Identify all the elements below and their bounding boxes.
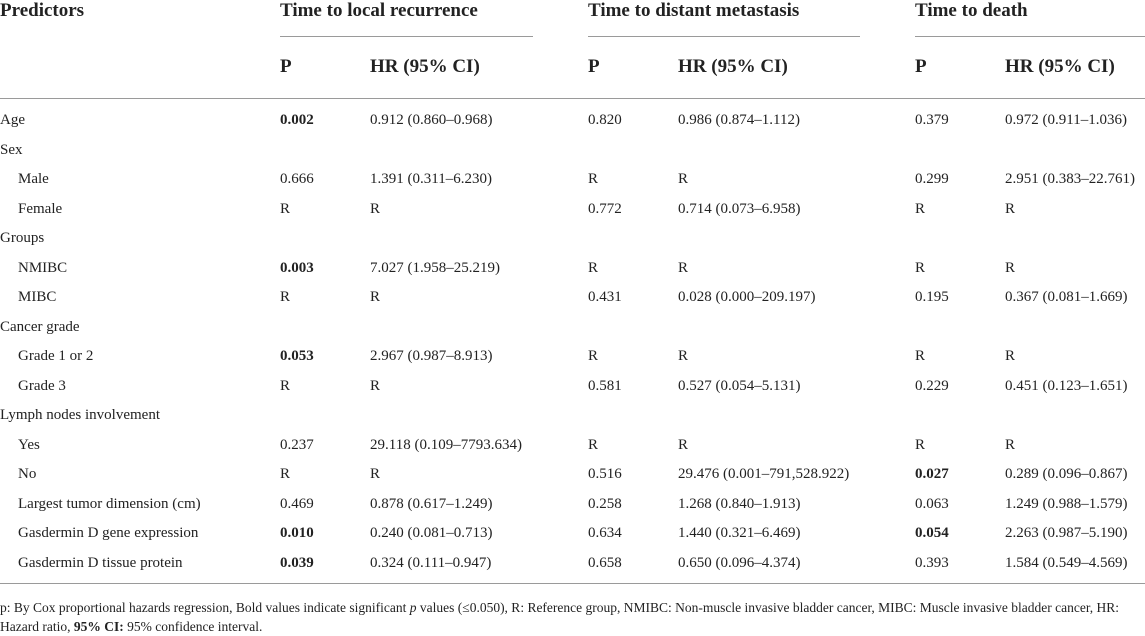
distant-p-value: R <box>588 259 599 276</box>
group-rule-distant <box>588 36 860 37</box>
local-p-value: R <box>280 289 291 305</box>
local-hr-value: R <box>370 466 381 482</box>
death-hr-value: R <box>1005 436 1016 453</box>
distant-p-value: R <box>588 436 599 453</box>
local-hr-value: 1.391 (0.311–6.230) <box>370 171 492 187</box>
header-predictors: Predictors <box>0 0 85 21</box>
footnote-part3: 95% confidence interval. <box>123 619 263 634</box>
death-p-value: R <box>915 436 926 453</box>
death-hr-value: 0.972 (0.911–1.036) <box>1005 112 1127 128</box>
death-hr-value: R <box>1005 200 1016 217</box>
footnote-ci-bold: 95% CI: <box>73 619 124 634</box>
footnote-p-italic: p <box>409 600 417 615</box>
row-label: No <box>18 466 37 482</box>
local-hr-value: 0.324 (0.111–0.947) <box>370 554 492 571</box>
local-p-value: R <box>280 377 291 394</box>
header-distant-hr: HR (95% CI) <box>678 56 788 77</box>
local-hr-value: 0.912 (0.860–0.968) <box>370 112 493 128</box>
death-hr-value: 1.249 (0.988–1.579) <box>1005 495 1128 512</box>
distant-hr-value: 1.440 (0.321–6.469) <box>678 525 801 541</box>
distant-hr-value: 0.650 (0.096–4.374) <box>678 554 801 571</box>
death-hr-value: 1.584 (0.549–4.569) <box>1005 554 1128 571</box>
local-hr-value: 2.967 (0.987–8.913) <box>370 348 493 364</box>
local-p-value: 0.003 <box>280 259 314 276</box>
local-hr-value: 0.878 (0.617–1.249) <box>370 495 493 512</box>
distant-p-value: 0.658 <box>588 554 622 571</box>
distant-p-value: 0.516 <box>588 466 622 482</box>
local-p-value: 0.002 <box>280 112 314 128</box>
distant-p-value: R <box>588 171 599 187</box>
distant-hr-value: R <box>678 259 689 276</box>
row-label: Groups <box>0 230 45 246</box>
death-p-value: R <box>915 200 926 217</box>
header-death-p: P <box>915 56 927 77</box>
footnote-part2: values (≤0.050), R: Reference group, NMIBC: Non-muscle invasive bladder cancer, MIBC: Muscle invasive bladder cancer, HR: Hazard ratio, <box>0 600 1120 634</box>
distant-p-value: 0.431 <box>588 289 622 305</box>
local-hr-value: 29.118 (0.109–7793.634) <box>370 436 522 453</box>
row-label: Gasdermin D tissue protein <box>18 554 183 571</box>
local-p-value: 0.469 <box>280 495 314 512</box>
local-hr-value: R <box>370 200 381 217</box>
distant-p-value: 0.634 <box>588 525 622 541</box>
header-local-recurrence: Time to local recurrence <box>280 0 478 21</box>
distant-hr-value: R <box>678 348 689 364</box>
death-hr-value: 0.289 (0.096–0.867) <box>1005 466 1128 482</box>
header-distant-metastasis: Time to distant metastasis <box>588 0 800 21</box>
death-hr-value: 2.263 (0.987–5.190) <box>1005 525 1128 541</box>
row-label: Female <box>18 200 63 217</box>
distant-hr-value: R <box>678 436 689 453</box>
local-p-value: R <box>280 466 291 482</box>
death-p-value: 0.393 <box>915 554 949 571</box>
death-hr-value: 0.367 (0.081–1.669) <box>1005 289 1128 305</box>
header-death-hr: HR (95% CI) <box>1005 56 1115 77</box>
distant-hr-value: 0.986 (0.874–1.112) <box>678 112 800 128</box>
local-p-value: 0.039 <box>280 554 314 571</box>
death-p-value: 0.027 <box>915 466 949 482</box>
death-hr-value: R <box>1005 348 1016 364</box>
group-rule-local <box>280 36 533 37</box>
distant-hr-value: 1.268 (0.840–1.913) <box>678 495 801 512</box>
local-hr-value: R <box>370 377 381 394</box>
distant-p-value: 0.258 <box>588 495 622 512</box>
death-p-value: R <box>915 259 926 276</box>
local-p-value: 0.666 <box>280 171 314 187</box>
row-label: Age <box>0 112 25 128</box>
death-p-value: R <box>915 348 926 364</box>
death-p-value: 0.299 <box>915 171 949 187</box>
local-p-value: 0.237 <box>280 436 314 453</box>
local-p-value: R <box>280 200 291 217</box>
death-p-value: 0.229 <box>915 377 949 394</box>
distant-hr-value: R <box>678 171 689 187</box>
death-p-value: 0.379 <box>915 112 949 128</box>
row-label: Gasdermin D gene expression <box>18 525 199 541</box>
local-p-value: 0.053 <box>280 348 314 364</box>
distant-hr-value: 0.714 (0.073–6.958) <box>678 200 801 217</box>
row-label: NMIBC <box>18 259 68 276</box>
row-label: Grade 3 <box>18 377 66 394</box>
death-hr-value: R <box>1005 259 1016 276</box>
table-footnote <box>0 598 1140 636</box>
death-hr-value: 0.451 (0.123–1.651) <box>1005 377 1128 394</box>
table-bottom-rule <box>0 583 1145 584</box>
header-death: Time to death <box>915 0 1028 21</box>
row-label: Cancer grade <box>0 318 80 335</box>
distant-p-value: 0.581 <box>588 377 622 394</box>
group-rule-death <box>915 36 1145 37</box>
local-hr-value: 0.240 (0.081–0.713) <box>370 525 493 541</box>
local-hr-value: R <box>370 289 381 305</box>
local-hr-value: 7.027 (1.958–25.219) <box>370 259 500 276</box>
row-label: Male <box>18 171 49 187</box>
row-label: Grade 1 or 2 <box>18 348 94 364</box>
row-label: MIBC <box>18 289 57 305</box>
distant-hr-value: 0.527 (0.054–5.131) <box>678 377 801 394</box>
header-distant-p: P <box>588 56 600 77</box>
distant-p-value: 0.820 <box>588 112 622 128</box>
death-p-value: 0.054 <box>915 525 949 541</box>
distant-p-value: R <box>588 348 599 364</box>
row-label: Yes <box>18 436 40 453</box>
distant-p-value: 0.772 <box>588 200 622 217</box>
row-label: Largest tumor dimension (cm) <box>18 495 201 512</box>
death-p-value: 0.195 <box>915 289 949 305</box>
death-p-value: 0.063 <box>915 495 949 512</box>
distant-hr-value: 0.028 (0.000–209.197) <box>678 289 816 305</box>
distant-hr-value: 29.476 (0.001–791,528.922) <box>678 466 850 482</box>
death-hr-value: 2.951 (0.383–22.761) <box>1005 171 1135 187</box>
header-local-hr: HR (95% CI) <box>370 56 480 77</box>
row-label: Sex <box>0 141 23 158</box>
footnote-part1: p: By Cox proportional hazards regression, Bold values indicate significant <box>0 600 410 615</box>
header-rule <box>0 98 1145 99</box>
local-p-value: 0.010 <box>280 525 314 541</box>
header-local-p: P <box>280 56 292 77</box>
row-label: Lymph nodes involvement <box>0 407 160 423</box>
